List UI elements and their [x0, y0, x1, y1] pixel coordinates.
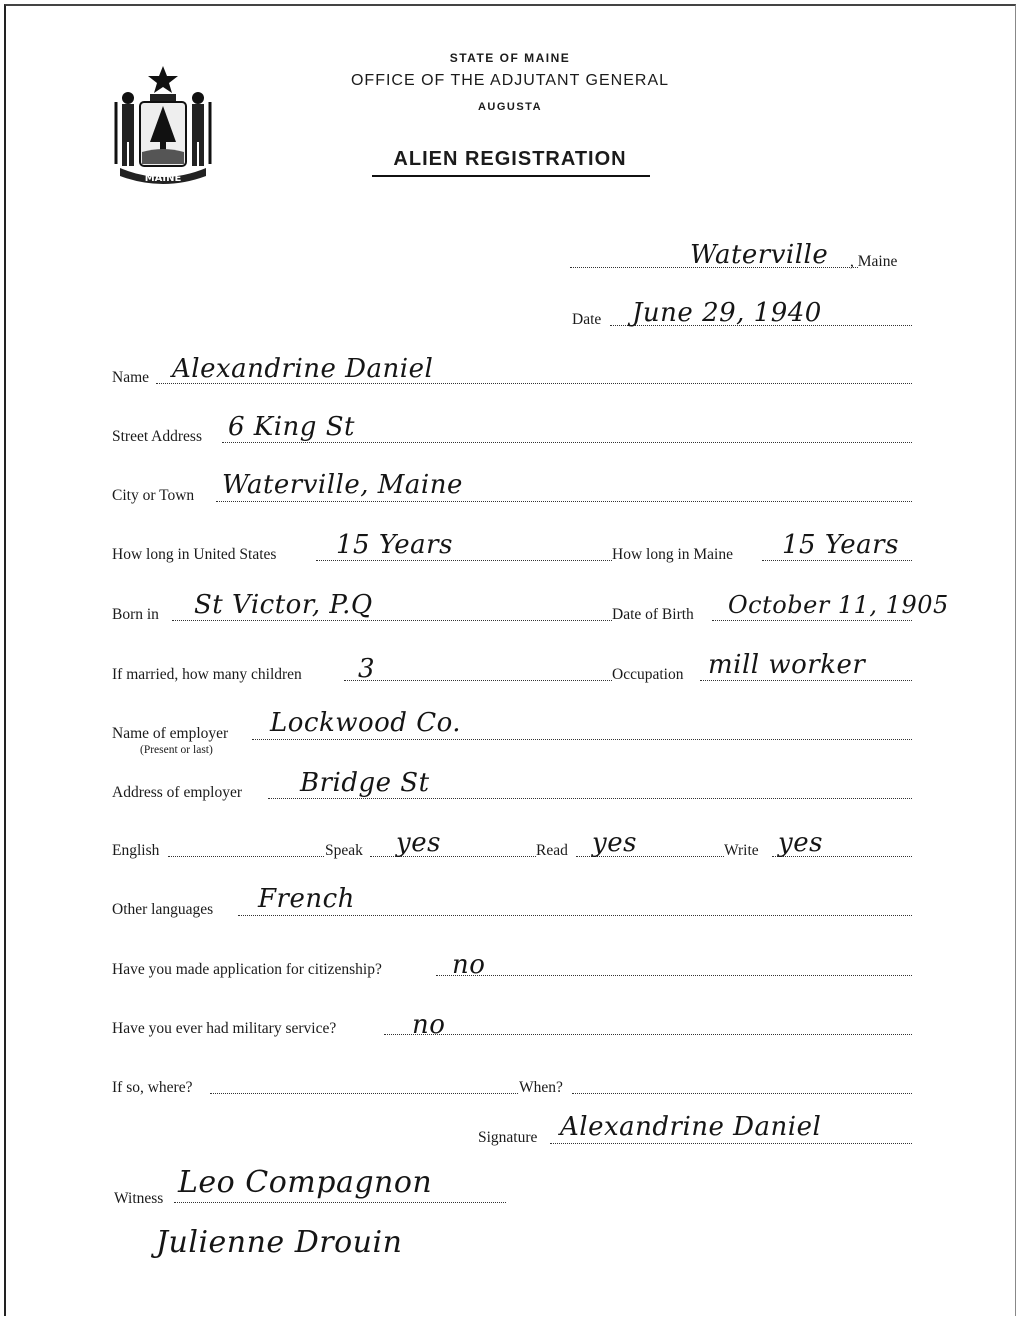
military-value: no — [412, 1010, 446, 1040]
other-languages-label: Other languages — [112, 901, 214, 918]
header-state: STATE OF MAINE — [449, 51, 571, 65]
birthplace-line — [172, 620, 612, 621]
employer-line — [252, 739, 912, 740]
english-label: English — [112, 842, 160, 859]
street-value: 6 King St — [228, 412, 355, 442]
when-line — [572, 1093, 912, 1094]
write-label: Write — [724, 842, 759, 859]
employer-address-label: Address of employer — [112, 784, 242, 801]
children-value: 3 — [358, 654, 376, 684]
employer-value: Lockwood Co. — [270, 708, 462, 738]
occupation-value: mill worker — [708, 650, 866, 680]
birthplace-label: Born in — [112, 606, 159, 623]
citizenship-label: Have you made application for citizenship? — [112, 961, 382, 978]
street-line — [222, 442, 912, 443]
military-line — [384, 1034, 912, 1035]
place-value: Waterville — [690, 240, 829, 270]
witness-line — [174, 1202, 506, 1203]
city-value: Waterville, Maine — [222, 470, 463, 500]
maine-state-seal-icon — [110, 64, 216, 190]
speak-line — [370, 856, 536, 857]
occupation-label: Occupation — [612, 666, 684, 683]
witness-signature-1: Leo Compagnon — [178, 1165, 433, 1200]
children-label: If married, how many children — [112, 666, 302, 683]
date-label: Date — [572, 311, 602, 328]
street-label: Street Address — [112, 428, 202, 445]
birthplace-value: St Victor, P.Q — [194, 590, 373, 620]
speak-value: yes — [396, 828, 441, 858]
header-office: OFFICE OF THE ADJUTANT GENERAL — [350, 72, 670, 89]
date-value: June 29, 1940 — [632, 298, 822, 328]
where-line — [210, 1093, 518, 1094]
employer-address-line — [268, 798, 912, 799]
us-duration-label: How long in United States — [112, 546, 277, 563]
employer-address-value: Bridge St — [300, 768, 430, 798]
city-label: City or Town — [112, 487, 195, 504]
maine-duration-label: How long in Maine — [612, 546, 733, 563]
write-value: yes — [778, 828, 823, 858]
dob-label: Date of Birth — [612, 606, 694, 623]
maine-duration-line — [762, 560, 912, 561]
other-languages-line — [238, 915, 912, 916]
city-line — [216, 501, 912, 502]
name-label: Name — [112, 369, 150, 386]
read-label: Read — [536, 842, 568, 859]
citizenship-line — [436, 975, 912, 976]
us-duration-line — [316, 560, 612, 561]
employer-sublabel: (Present or last) — [140, 744, 213, 756]
seal-banner-text: MAINE — [144, 173, 182, 184]
dob-line — [712, 620, 912, 621]
signature-value: Alexandrine Daniel — [560, 1112, 822, 1142]
title-underline — [372, 175, 650, 177]
witness-signature-2: Julienne Drouin — [156, 1225, 403, 1260]
military-label: Have you ever had military service? — [112, 1020, 337, 1037]
occupation-line — [700, 680, 912, 681]
page-title: ALIEN REGISTRATION — [393, 148, 627, 170]
citizenship-value: no — [452, 950, 486, 980]
us-duration-value: 15 Years — [336, 530, 453, 560]
english-line — [168, 856, 324, 857]
other-languages-value: French — [258, 884, 355, 914]
dob-value: October 11, 1905 — [728, 591, 949, 619]
name-value: Alexandrine Daniel — [172, 354, 434, 384]
signature-line — [550, 1143, 912, 1144]
signature-label: Signature — [478, 1129, 538, 1146]
speak-label: Speak — [325, 842, 363, 859]
where-label: If so, where? — [112, 1079, 193, 1096]
children-line — [344, 680, 612, 681]
read-value: yes — [592, 828, 637, 858]
employer-label: Name of employer — [112, 725, 229, 742]
header-city: AUGUSTA — [477, 101, 543, 113]
witness-label: Witness — [114, 1190, 164, 1207]
when-label: When? — [519, 1079, 563, 1096]
maine-duration-value: 15 Years — [782, 530, 899, 560]
place-label: , Maine — [850, 253, 898, 270]
